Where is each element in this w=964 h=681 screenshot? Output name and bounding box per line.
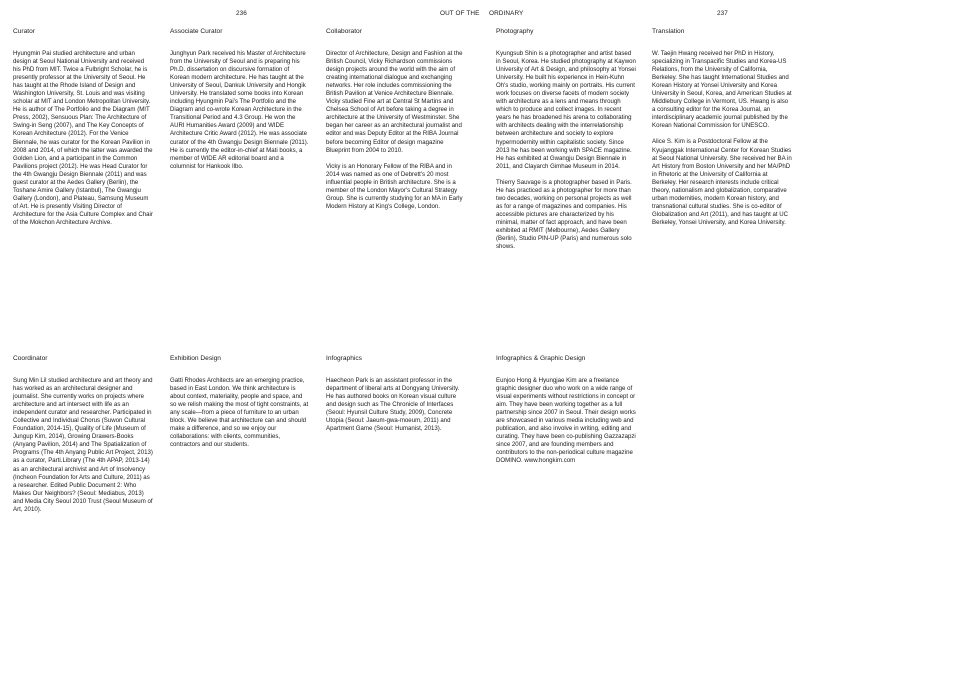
section-title: Curator bbox=[13, 28, 35, 35]
bio-paragraph: Director of Architecture, Design and Fashion at the British Council, Vicky Richardson commissions design projects around the world with the aim of creating international dialogue and exchanging networks. Her role includes commissioning the British Pavilion at Venice Architecture Biennale. Vicky studied Fine art at Central St Martins and Chelsea School of Art before taking a degree in architecture at the University of Westminster. She began her career as an architectural journalist and editor and was Deputy Editor at the RIBA Journal before becoming Editor of design magazine Blueprint from 2004 to 2010. bbox=[326, 50, 463, 154]
section-title: Associate Curator bbox=[170, 28, 223, 35]
bio-paragraph: Junghyun Park received his Master of Architecture from the University of Seoul and is preparing his Ph.D. dissertation on discursive formation of Korean modern architecture. He has taught at the University of Seoul, Dankuk University and Hongik University. He translated some books into Korean including Hyungmin Pai's The Portfolio and the Diagram and co-wrote Korean Architecture in the Transitional Period and 4.3 Group. He won the AURI Humanities Award (2009) and WIDE Architecture Critic Award (2012). He was associate curator of the 4th Gwangju Design Biennale (2011). He is currently the editor-in-chief at Mati books, a member of WIDE AR editorial board and a columnist for Hankook Ilbo. bbox=[170, 50, 309, 170]
section-infographics-graphic-design bbox=[496, 355, 636, 466]
bio-paragraph: Gatti Rhodes Architects are an emerging practice, based in East London. We think architecture is about context, materiality, people and space, and so we relish making the most of tight constraints, at any scale—from a piece of furniture to an urban block. We believe that architecture can and should make a difference, and so we enjoy our collaborations: with clients, communities, contractors and our students. bbox=[170, 377, 309, 449]
section-title: Coordinator bbox=[13, 355, 48, 362]
bio-paragraph: Kyungsub Shin is a photographer and artist based in Seoul, Korea. He studied photography at Kaywon University of Art & Design, and philosophy at Yonsei University. He built his experience in Hein-Kuhn Oh's studio, working mainly on portraits. His current work focuses on diverse facets of modern society with architecture as a lens and means through which to produce and collect images. In recent years he has broadened his arena to collaborating with architects dealing with the interrelationship between architecture and society to explore hypermodernity within capitalistic society. Since 2013 he has been working with SPACE magazine. He has exhibited at Gwangju Design Biennale in 2011, and Clayarch Gimhae Museum in 2014. bbox=[496, 50, 636, 170]
bio-paragraph: Thierry Sauvage is a photographer based in Paris. He has practiced as a photographer for more than two decades, working on personal projects as well as for a range of magazines and companies. His accessible pictures are characterized by his minimal, matter of fact approach, and have been exhibited at RMIT (Melbourne), Aedes Gallery (Berlin), Studio PIN-UP (Paris) and numerous solo shows. bbox=[496, 178, 632, 251]
section-infographics bbox=[326, 355, 466, 433]
section-title: Translation bbox=[652, 28, 685, 35]
section-translation bbox=[652, 28, 792, 227]
section-title: Infographics bbox=[326, 355, 362, 362]
bio-paragraph: Alice S. Kim is a Postdoctoral Fellow at the Kyujanggak International Center for Korean Studies at Seoul National University. She received her BA in Art History from Boston University and her MA/PhD in Rhetoric at the University of California at Berkeley. Her research interests include critical theory, nationalism and globalization, comparative urban modernities, modern Korean history, and transnational cultural studies. She is co-editor of Globalization and Art (2011), and has taught at UC Berkeley, Yonsei University, and Korea University. bbox=[652, 138, 792, 226]
bio-paragraph: Vicky is an Honorary Fellow of the RIBA and in 2014 was named as one of Debrett's 20 most influential people in British architecture. She is a member of the London Mayor's Cultural Strategy Group. She is currently studying for an MA in Early Modern History at King's College, London. bbox=[326, 162, 463, 210]
section-title: Infographics & Graphic Design bbox=[496, 355, 586, 362]
page-number-right: 237 bbox=[717, 10, 728, 17]
bio-paragraph: Eunjoo Hong & Hyungjae Kim are a freelance graphic designer duo who work on a wide range of visual experiments without restrictions in concept or aim. They have been working together as a full partnership since 2007 in Seoul. Their design works are showcased in various media including web and publication, and also involve in writing, editing and curating. They have been co-publishing Gazzazapzi since 2007, and are founding members and contributors to the non-periodical culture magazine DOMINO. www.hongkim.com bbox=[496, 377, 636, 465]
running-title-part-2: ORDINARY bbox=[489, 10, 524, 17]
running-title-part-1: OUT OF THE bbox=[440, 10, 480, 17]
section-title: Collaborator bbox=[326, 28, 362, 35]
section-coordinator bbox=[13, 355, 153, 514]
section-associate-curator bbox=[170, 28, 310, 171]
bio-paragraph: Haecheon Park is an assistant professor in the department of liberal arts at Dongyang University. He has authored books on Korean visual culture and design such as The Chronicle of Interfaces (Seoul: Hyunsil Culture Study, 2009), Concrete Utopia (Seoul: Jaeum-gwa-moeum, 2011) and Apartment Game (Seoul: Humanist, 2013). bbox=[326, 377, 460, 433]
section-curator bbox=[13, 28, 153, 227]
section-exhibition-design bbox=[170, 355, 310, 449]
section-title: Photography bbox=[496, 28, 534, 35]
section-collaborator bbox=[326, 28, 466, 211]
bio-paragraph: W. Taejin Hwang received her PhD in History, specializing in Transpacific Studies and Korea-US Relations, from the University of California, Berkeley. She has taught International Studies and Korean History at Yonsei University and Korea University in Seoul, Korea, and American Studies at Middlebury College in Vermont, US. Hwang is also a consulting editor for the Korea Journal, an interdisciplinary academic journal published by the Korean National Commission for UNESCO. bbox=[652, 50, 792, 130]
bio-paragraph: Hyungmin Pai studied architecture and urban design at Seoul National University and received his PhD from MIT. Twice a Fulbright Scholar, he is presently professor at the University of Seoul. He has taught at the Rhode Island of Design and Washington University, St. Louis and was visiting scholar at MIT and London Metropolitan University. He is author of The Portfolio and the Diagram (MIT Press, 2002), Sensuous Plan: The Architecture of Swing-in Seng (2007), and The Key Concepts of Korean Architecture (2012). For the Venice Biennale, he was curator for the Korean Pavilion in 2008 and 2014, of which the latter was awarded the Golden Lion, and a participant in the Common Pavilions project (2012). He was Head Curator for the 4th Gwangju Design Biennale (2011) and was guest curator at the Aedes Gallery (Berlin), the Toshane Amire Gallery (Istanbul), The Gwangju Gallery (London), and Plateau, Samsung Museum of Art. He is presently Visiting Director of Architecture for the Asia Culture Complex and Chair of the Mokchon Architecture Archive. bbox=[13, 50, 153, 226]
section-photography bbox=[496, 28, 636, 251]
page-number-left: 236 bbox=[236, 10, 247, 17]
bio-paragraph: Sung Min Lil studied architecture and art theory and has worked as an architectural designer and journalist. She currently works on projects where architecture and art intersect with life as an independent curator and researcher. Participated in Collective and Individual Chorus (Suwon Cultural Foundation, 2014-15), Quality of Life (Museum of Jungup Kim, 2014), Growing Drawers-Books (Anyang Pavilion, 2014) and The Spatialization of Programs (The 4th Anyang Public Art Project, 2013) as a curator, Parti.Library (The 4th APAP, 2013-14) as an architectural archivist and Art of Insolvency (Incheon Foundation for Arts and Culture, 2011) as a researcher. Edited Public Document 2: Who Makes Our Neighbors? (Seoul: Mediabus, 2013) and Media City Seoul 2010 Trust (Seoul Museum of Art, 2010). bbox=[13, 377, 153, 513]
section-title: Exhibition Design bbox=[170, 355, 221, 362]
